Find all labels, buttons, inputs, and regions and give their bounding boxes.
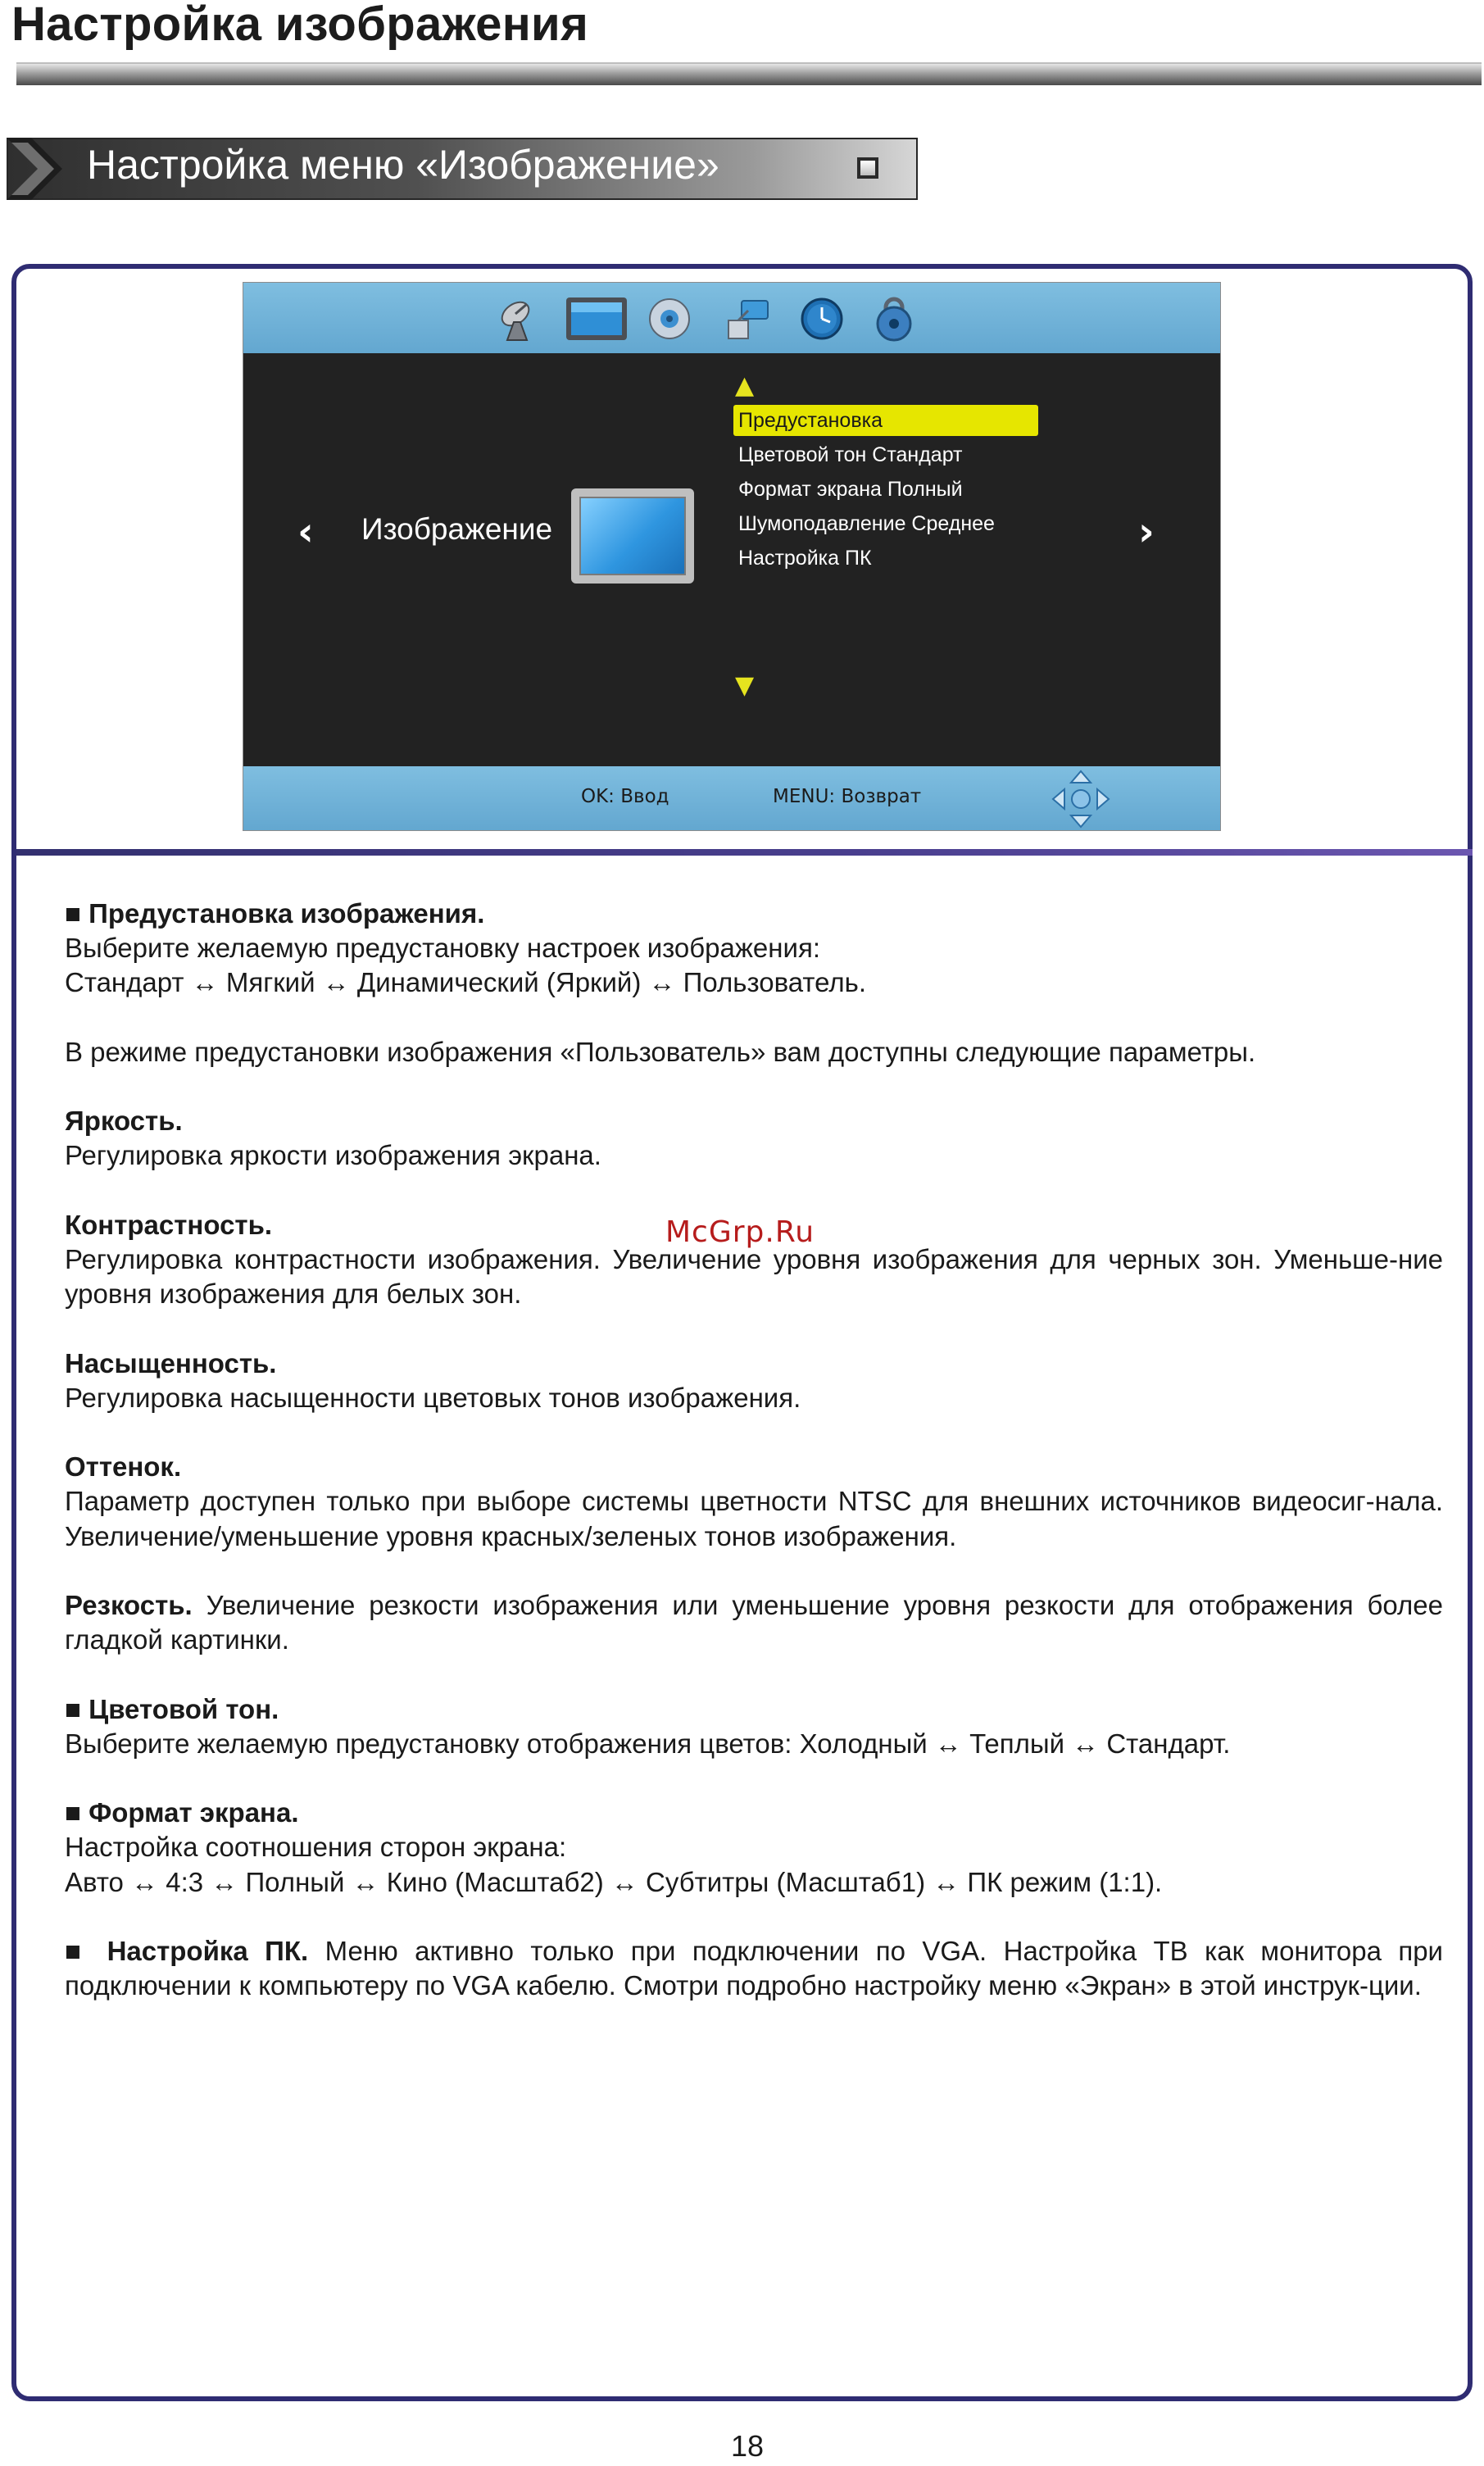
page-title: Настройка изображения [11,0,589,51]
page-number: 18 [731,2429,765,2463]
section-banner [7,138,918,200]
menu-item-preset[interactable]: Предустановка [733,405,1038,436]
pc-setup-heading: ■ Настройка ПК. [65,1935,309,1966]
tv-menu-screenshot [243,282,1221,831]
satellite-dish-icon [494,294,543,343]
brightness-heading: Яркость. [65,1106,183,1137]
preset-heading: ■ Предустановка изображения. [65,898,485,929]
scroll-up-icon[interactable]: ▲ [735,371,755,400]
section-banner-title: Настройка меню «Изображение» [87,142,719,188]
tint-heading: Оттенок. [65,1451,182,1483]
sharpness-heading: Резкость. [65,1589,193,1620]
aspect-options: Авто ↔ 4:3 ↔ Полный ↔ Кино (Масштаб2) ↔ Субтитры (Масштаб1) ↔ ПК режим (1:1). [65,1866,1163,1897]
menu-item-color-tone[interactable]: Цветовой тон Стандарт [738,443,963,466]
tv-menu-bottom-bar [243,766,1220,830]
title-rule [16,62,1482,85]
sharpness-description: Увеличение резкости изображения или уменьшение уровня резкости для отображения более гладкой картинки. [65,1589,1443,1655]
picture-icon [565,294,629,343]
saturation-heading: Насыщенность. [65,1347,277,1378]
menu-item-pc-setup[interactable]: Настройка ПК [738,547,872,570]
chevron-right-icon [7,138,66,200]
color-tone-heading: ■ Цветовой тон. [65,1693,279,1724]
preset-description: Выберите желаемую предустановку настроек изображения: [65,933,820,964]
watermark: McGrp.Ru [665,1215,815,1249]
body-text [65,897,1443,2038]
aspect-heading: ■ Формат экрана. [65,1797,299,1828]
menu-right-arrow[interactable]: › [1138,509,1155,555]
square-icon [857,157,878,179]
tools-icon [724,294,773,343]
user-mode-note: В режиме предустановки изображения «Пользователь» вам доступны следующие параметры. [65,1036,1256,1067]
frame-divider [16,849,1473,856]
menu-category-title: Изображение [361,512,553,546]
sound-icon [645,294,694,343]
tv-menu-top-bar [243,283,1220,353]
brightness-description: Регулировка яркости изображения экрана. [65,1140,601,1171]
color-tone-description: Выберите желаемую предустановку отображения цветов: Холодный ↔ Теплый ↔ Стандарт. [65,1728,1231,1759]
ok-hint: OK: Ввод [581,786,669,807]
tint-description: Параметр доступен только при выборе системы цветности NTSC для внешних источников видеосиг-нала. Увеличение/уменьшение уровня красных/зеленых тонов изображения. [65,1486,1443,1551]
saturation-description: Регулировка насыщенности цветовых тонов изображения. [65,1382,801,1413]
menu-item-noise-reduction[interactable]: Шумоподавление Среднее [738,512,995,535]
menu-left-arrow[interactable]: ‹ [297,509,314,555]
menu-item-aspect-ratio[interactable]: Формат экрана Полный [738,478,963,501]
navigation-arrows-icon [1051,770,1110,829]
preset-options: Стандарт ↔ Мягкий ↔ Динамический (Яркий) ↔ Пользователь. [65,967,866,998]
contrast-heading: Контрастность. [65,1209,273,1240]
menu-hint: MENU: Возврат [773,786,922,807]
pc-setup-description: Меню активно только при подключении по VGA. Настройка ТВ как монитора при подключении к компьютеру по VGA кабелю. Смотри подробно настройку меню «Экран» в этой инструк-ции. [65,1935,1443,2001]
scroll-down-icon[interactable]: ▼ [735,671,755,700]
clock-icon [797,294,846,343]
contrast-description: Регулировка контрастности изображения. Увеличение уровня изображения для черных зон. Уменьше-ние уровня изображения для белых зон. [65,1243,1443,1310]
aspect-description: Настройка соотношения сторон экрана: [65,1832,567,1863]
picture-thumbnail-icon [571,488,694,584]
lock-icon [869,294,919,343]
